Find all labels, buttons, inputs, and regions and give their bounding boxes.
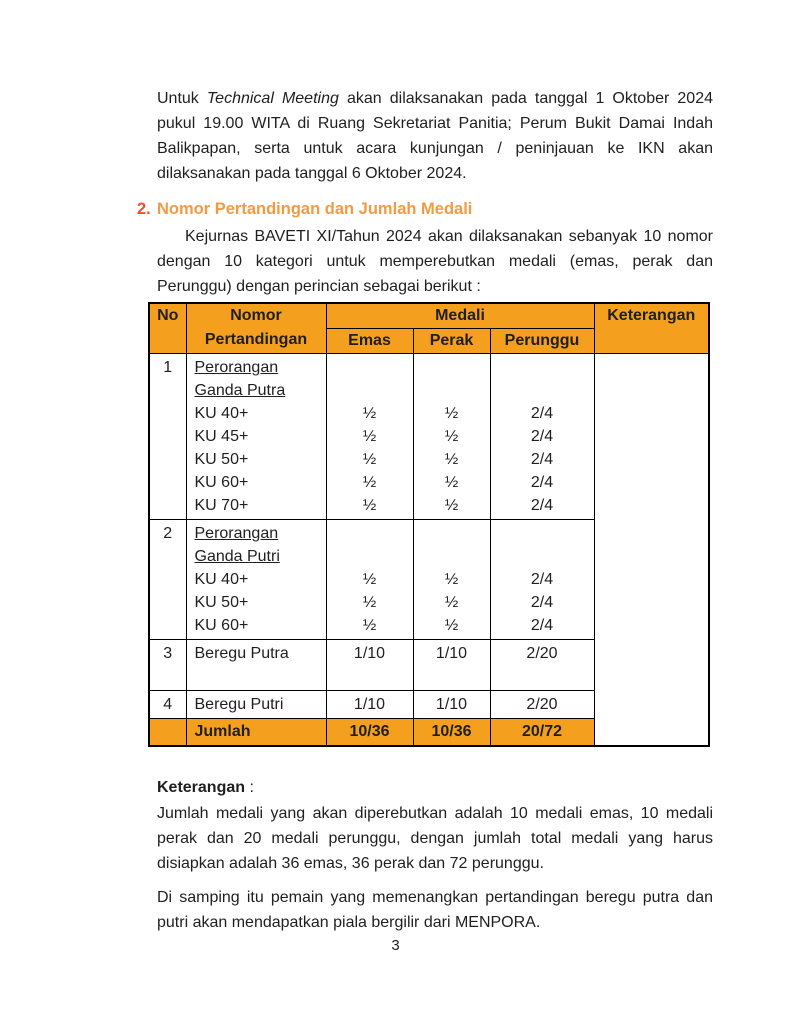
table-line [493, 356, 592, 379]
bronze-cell [490, 691, 594, 719]
table-line: KU 60+ [194, 617, 249, 634]
table-line: 2/4 [530, 617, 554, 634]
table-line: ½ [362, 405, 377, 422]
table-line: 2/4 [530, 405, 554, 422]
table-line: KU 45+ [194, 428, 249, 445]
total-label-cell: Jumlah [186, 719, 326, 747]
keterangan-label-word: Keterangan [157, 779, 246, 796]
table-line: ½ [444, 451, 459, 468]
table-line: KU 50+ [194, 594, 249, 611]
header-bronze: Perunggu [490, 329, 594, 354]
header-medal-group: Medali [326, 303, 594, 329]
table-line: Ganda Putri [194, 548, 280, 565]
table-line: 2/4 [530, 497, 554, 514]
table-line: 2/20 [526, 645, 558, 662]
table-line: ½ [444, 474, 459, 491]
row-number-cell [149, 640, 186, 691]
total-blank-cell [149, 719, 186, 747]
table-line: ½ [362, 617, 377, 634]
section-heading [137, 197, 713, 222]
table-line: 2/4 [530, 428, 554, 445]
medal-table-header [149, 303, 709, 354]
header-event: Nomor Pertandingan [186, 303, 326, 354]
section-paragraph: Kejurnas BAVETI XI/Tahun 2024 akan dilaksanakan sebanyak 10 nomor dengan 10 kategori untuk memperebutkan medali (emas, perak dan Perunggu) dengan perincian sebagai berikut : [157, 228, 713, 295]
table-line: ½ [362, 474, 377, 491]
medal-table [148, 302, 710, 747]
table-line: 2/20 [526, 696, 558, 713]
table-line: 1 [163, 359, 173, 376]
table-line [329, 356, 411, 379]
table-line: 2/4 [530, 571, 554, 588]
table-row [149, 354, 709, 520]
table-line: ½ [444, 617, 459, 634]
bronze-cell [490, 520, 594, 640]
table-line: ½ [444, 497, 459, 514]
table-line: ½ [444, 571, 459, 588]
table-line: 3 [163, 645, 173, 662]
table-line: 2 [163, 525, 173, 542]
table-line: ½ [362, 428, 377, 445]
table-line: ½ [362, 594, 377, 611]
table-line: 1/10 [353, 696, 386, 713]
bronze-cell [490, 354, 594, 520]
total-gold-cell: 10/36 [326, 719, 413, 747]
table-line: Ganda Putra [194, 382, 286, 399]
event-cell [186, 354, 326, 520]
table-line: KU 60+ [194, 474, 249, 491]
table-line: 1/10 [353, 645, 386, 662]
table-line: 4 [163, 696, 173, 713]
table-line [493, 545, 592, 568]
table-line [493, 379, 592, 402]
table-line: KU 50+ [194, 451, 249, 468]
table-line: 1/10 [435, 645, 468, 662]
table-line: ½ [362, 451, 377, 468]
table-line: Beregu Putri [194, 696, 284, 713]
intro-text-italic: Technical Meeting [206, 90, 339, 107]
table-line [416, 545, 488, 568]
table-line [195, 665, 322, 688]
gold-cell [326, 691, 413, 719]
section-title: Nomor Pertandingan dan Jumlah Medali [157, 200, 473, 218]
event-cell [186, 691, 326, 719]
notes-cell [594, 354, 709, 747]
keterangan-label-colon: : [245, 779, 254, 796]
medal-table-body [149, 354, 709, 747]
header-no: No [149, 303, 186, 354]
event-cell [186, 520, 326, 640]
table-line: Perorangan [194, 525, 279, 542]
table-line: ½ [362, 497, 377, 514]
table-line: ½ [444, 594, 459, 611]
table-line: 2/4 [530, 594, 554, 611]
silver-cell [413, 354, 490, 520]
table-line [416, 356, 488, 379]
table-line: 1/10 [435, 696, 468, 713]
keterangan-paragraph-2: Di samping itu pemain yang memenangkan pertandingan beregu putra dan putri akan mendapatkan piala bergilir dari MENPORA. [157, 889, 713, 931]
gold-cell [326, 520, 413, 640]
section-number: 2. [137, 200, 151, 218]
table-line: KU 40+ [194, 571, 249, 588]
table-line: 2/4 [530, 451, 554, 468]
header-notes: Keterangan [594, 303, 709, 354]
row-number-cell [149, 354, 186, 520]
keterangan-paragraph-1: Jumlah medali yang akan diperebutkan adalah 10 medali emas, 10 medali perak dan 20 medali perunggu, dengan jumlah total medali yang harus disiapkan adalah 36 emas, 36 perak dan 72 perunggu. [157, 805, 713, 872]
table-line [329, 379, 411, 402]
table-line: KU 70+ [194, 497, 249, 514]
silver-cell [413, 520, 490, 640]
table-line [416, 379, 488, 402]
table-line [329, 545, 411, 568]
table-line: ½ [444, 405, 459, 422]
intro-text-pre: Untuk [157, 90, 207, 107]
table-line: 2/4 [530, 474, 554, 491]
silver-cell [413, 691, 490, 719]
bronze-cell [490, 640, 594, 691]
table-line: ½ [362, 571, 377, 588]
table-line: Beregu Putra [194, 645, 289, 662]
gold-cell [326, 354, 413, 520]
table-line: Perorangan [194, 359, 279, 376]
total-silver-cell: 10/36 [413, 719, 490, 747]
silver-cell [413, 640, 490, 691]
event-cell [186, 640, 326, 691]
gold-cell [326, 640, 413, 691]
page-number: 3 [391, 937, 400, 954]
keterangan-section [157, 775, 713, 935]
header-gold: Emas [326, 329, 413, 354]
row-number-cell [149, 520, 186, 640]
keterangan-label [157, 775, 713, 800]
table-line [493, 522, 592, 545]
table-line: ½ [444, 428, 459, 445]
header-silver: Perak [413, 329, 490, 354]
table-line [416, 522, 488, 545]
intro-paragraph [157, 86, 713, 186]
intro-text-post: akan dilaksanakan pada tanggal 1 Oktober 2024 pukul 19.00 WITA di Ruang Sekretariat Panitia; Perum Bukit Damai Indah Balikpapan, serta untuk acara kunjungan / peninjauan ke IKN akan dilaksanakan pada tanggal 6 Oktober 2024. [157, 90, 714, 182]
page-content [137, 86, 714, 935]
row-number-cell [149, 691, 186, 719]
total-bronze-cell: 20/72 [490, 719, 594, 747]
table-line: KU 40+ [194, 405, 249, 422]
table-line [329, 522, 411, 545]
